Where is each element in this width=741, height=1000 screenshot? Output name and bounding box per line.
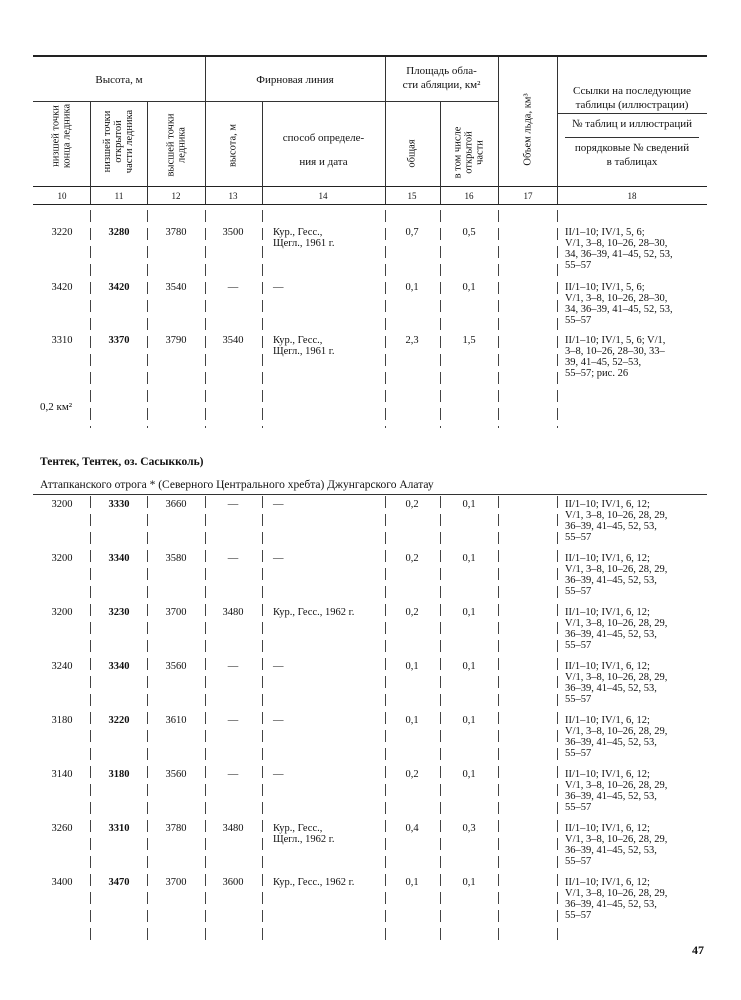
cell-16: 0,1 <box>462 661 476 672</box>
cell-11: 3180 <box>108 769 130 780</box>
cell-18: II/1–10; IV/1, 5, 6; V/1, 3–8, 10–26, 28–30, 34, 36–39, 41–45, 52, 53, 55–57 <box>565 282 673 326</box>
cell-18: II/1–10; IV/1, 6, 12; V/1, 3–8, 10–26, 28, 29, 36–39, 41–45, 52, 53, 55–57 <box>565 769 668 813</box>
colnum-rule <box>33 204 707 205</box>
refs-rule-1 <box>557 113 707 114</box>
cell-12: 3610 <box>165 715 187 726</box>
block2-top-rule <box>33 494 707 495</box>
cell-10: 3400 <box>51 877 73 888</box>
cell-15: 0,1 <box>405 877 419 888</box>
cell-10: 3200 <box>51 499 73 510</box>
cell-14: — <box>273 553 284 564</box>
colnum-16: 16 <box>464 191 474 201</box>
cell-15: 2,3 <box>405 335 419 346</box>
cell-12: 3560 <box>165 661 187 672</box>
column-guide <box>147 496 148 945</box>
column-guide <box>440 496 441 945</box>
column-guide <box>385 496 386 945</box>
cell-14: — <box>273 661 284 672</box>
cell-13: — <box>227 661 239 672</box>
cell-11: 3340 <box>108 553 130 564</box>
cell-12: 3780 <box>165 823 187 834</box>
cell-16: 0,1 <box>462 553 476 564</box>
cell-18: II/1–10; IV/1, 6, 12; V/1, 3–8, 10–26, 28, 29, 36–39, 41–45, 52, 53, 55–57 <box>565 715 668 759</box>
col11-header: низшей точки открытой части ледника <box>102 109 135 174</box>
section-title: Тентек, Тентек, оз. Сасыкколь) <box>40 456 204 468</box>
height-group-header: Высота, м <box>95 74 143 86</box>
cell-11: 3420 <box>108 282 130 293</box>
cell-18: II/1–10; IV/1, 6, 12; V/1, 3–8, 10–26, 28, 29, 36–39, 41–45, 52, 53, 55–57 <box>565 877 668 921</box>
colnum-10: 10 <box>57 191 67 201</box>
refs-title: Ссылки на последующие таблицы (иллюстрации) <box>572 85 692 111</box>
cell-13: — <box>227 769 239 780</box>
cell-16: 0,3 <box>462 823 476 834</box>
cell-14: — <box>273 499 284 510</box>
cell-15: 0,4 <box>405 823 419 834</box>
cell-16: 0,1 <box>462 607 476 618</box>
hdr-vline-a <box>90 101 91 204</box>
col14-header: способ определе- ния и дата <box>282 132 365 168</box>
cell-18: II/1–10; IV/1, 5, 6; V/1, 3–8, 10–26, 28–30, 34, 36–39, 41–45, 52, 53, 55–57 <box>565 227 673 271</box>
cell-13: 3500 <box>222 227 244 238</box>
page-number: 47 <box>692 943 704 957</box>
top-rule <box>33 55 707 57</box>
column-guide <box>498 210 499 428</box>
col13-header: высота, м <box>227 123 239 168</box>
cell-18: II/1–10; IV/1, 6, 12; V/1, 3–8, 10–26, 28, 29, 36–39, 41–45, 52, 53, 55–57 <box>565 607 668 651</box>
cell-12: 3660 <box>165 499 187 510</box>
cell-16: 0,1 <box>462 499 476 510</box>
cell-13: 3600 <box>222 877 244 888</box>
cell-12: 3580 <box>165 553 187 564</box>
cell-15: 0,7 <box>405 227 419 238</box>
cell-16: 1,5 <box>462 335 476 346</box>
cell-10: 3260 <box>51 823 73 834</box>
column-guide <box>147 210 148 428</box>
column-guide <box>440 210 441 428</box>
col15-header: общая <box>406 139 418 168</box>
cell-10: 3200 <box>51 607 73 618</box>
cell-11: 3340 <box>108 661 130 672</box>
refs-rule-2 <box>565 137 699 138</box>
cell-11: 3370 <box>108 335 130 346</box>
cell-14: Кур., Гесс., 1962 г. <box>273 607 355 618</box>
colnum-14: 14 <box>318 191 328 201</box>
column-guide <box>205 210 206 428</box>
cell-10: 3180 <box>51 715 73 726</box>
cell-13: 3480 <box>222 823 244 834</box>
cell-14: Кур., Гесс., Щегл., 1961 г. <box>273 227 335 249</box>
cell-12: 3560 <box>165 769 187 780</box>
column-guide <box>90 496 91 945</box>
cell-11: 3470 <box>108 877 130 888</box>
cell-10: 3420 <box>51 282 73 293</box>
column-guide <box>205 496 206 945</box>
cell-15: 0,1 <box>405 282 419 293</box>
cell-14: Кур., Гесс., 1962 г. <box>273 877 355 888</box>
cell-16: 0,1 <box>462 282 476 293</box>
cell-13: — <box>227 715 239 726</box>
cell-18: II/1–10; IV/1, 6, 12; V/1, 3–8, 10–26, 28, 29, 36–39, 41–45, 52, 53, 55–57 <box>565 661 668 705</box>
col12-header: высшей точки ледника <box>165 113 188 177</box>
hdr-vline-b <box>147 101 148 204</box>
cell-13: 3480 <box>222 607 244 618</box>
column-guide <box>262 210 263 428</box>
colnum-11: 11 <box>114 191 124 201</box>
cell-10: 3140 <box>51 769 73 780</box>
cell-18: II/1–10; IV/1, 6, 12; V/1, 3–8, 10–26, 28, 29, 36–39, 41–45, 52, 53, 55–57 <box>565 499 668 543</box>
colnum-17: 17 <box>523 191 533 201</box>
refs-tables-header: № таблиц и иллюстраций <box>572 118 692 130</box>
cell-14: — <box>273 282 284 293</box>
cell-15: 0,2 <box>405 553 419 564</box>
cell-15: 0,2 <box>405 607 419 618</box>
cell-15: 0,2 <box>405 769 419 780</box>
cell-15: 0,2 <box>405 499 419 510</box>
cell-13: — <box>227 499 239 510</box>
area-group-header: Площадь обла- сти абляции, км² <box>402 65 481 91</box>
volume-header: Объем льда, км³ <box>522 93 534 166</box>
section-subtitle: Аттапканского отрога * (Северного Центрального хребта) Джунгарского Алатау <box>40 479 434 491</box>
cell-14: — <box>273 769 284 780</box>
cell-16: 0,1 <box>462 877 476 888</box>
column-guide <box>498 496 499 945</box>
column-guide <box>557 210 558 428</box>
cell-10: 3240 <box>51 661 73 672</box>
colnum-12: 12 <box>171 191 181 201</box>
colnum-15: 15 <box>407 191 417 201</box>
cell-11: 3330 <box>108 499 130 510</box>
cell-12: 3780 <box>165 227 187 238</box>
cell-16: 0,1 <box>462 715 476 726</box>
column-guide <box>262 496 263 945</box>
block1-footnote: 0,2 км² <box>40 401 73 413</box>
cell-14: — <box>273 715 284 726</box>
cell-12: 3700 <box>165 877 187 888</box>
cell-15: 0,1 <box>405 715 419 726</box>
cell-12: 3790 <box>165 335 187 346</box>
firn-group-header: Фирновая линия <box>256 74 334 86</box>
cell-10: 3220 <box>51 227 73 238</box>
cell-14: Кур., Гесс., Щегл., 1961 г. <box>273 335 335 357</box>
cell-11: 3280 <box>108 227 130 238</box>
column-guide <box>385 210 386 428</box>
cell-13: — <box>227 553 239 564</box>
refs-ordinal-header: порядковые № сведений в таблицах <box>574 142 690 168</box>
cell-13: 3540 <box>222 335 244 346</box>
cell-14: Кур., Гесс., Щегл., 1962 г. <box>273 823 335 845</box>
hdr-vline-f <box>440 101 441 204</box>
col10-header: низшей точки конца ледника <box>50 103 73 169</box>
cell-18: II/1–10; IV/1, 5, 6; V/1, 3–8, 10–26, 28–30, 33– 39, 41–45, 52–53, 55–57; рис. 26 <box>565 335 666 379</box>
cell-12: 3700 <box>165 607 187 618</box>
cell-12: 3540 <box>165 282 187 293</box>
colnum-13: 13 <box>228 191 238 201</box>
cell-18: II/1–10; IV/1, 6, 12; V/1, 3–8, 10–26, 28, 29, 36–39, 41–45, 52, 53, 55–57 <box>565 823 668 867</box>
cell-13: — <box>227 282 239 293</box>
col16-header: в том числе открытой части <box>452 126 486 179</box>
cell-18: II/1–10; IV/1, 6, 12; V/1, 3–8, 10–26, 28, 29, 36–39, 41–45, 52, 53, 55–57 <box>565 553 668 597</box>
cell-11: 3230 <box>108 607 130 618</box>
cell-11: 3310 <box>108 823 130 834</box>
cell-15: 0,1 <box>405 661 419 672</box>
column-guide <box>557 496 558 945</box>
hdr-vline-g <box>498 57 499 204</box>
cell-10: 3310 <box>51 335 73 346</box>
cell-10: 3200 <box>51 553 73 564</box>
colnum-18: 18 <box>627 191 637 201</box>
area-group-rule <box>385 101 498 102</box>
cell-16: 0,5 <box>462 227 476 238</box>
cell-16: 0,1 <box>462 769 476 780</box>
cell-11: 3220 <box>108 715 130 726</box>
column-guide <box>90 210 91 428</box>
